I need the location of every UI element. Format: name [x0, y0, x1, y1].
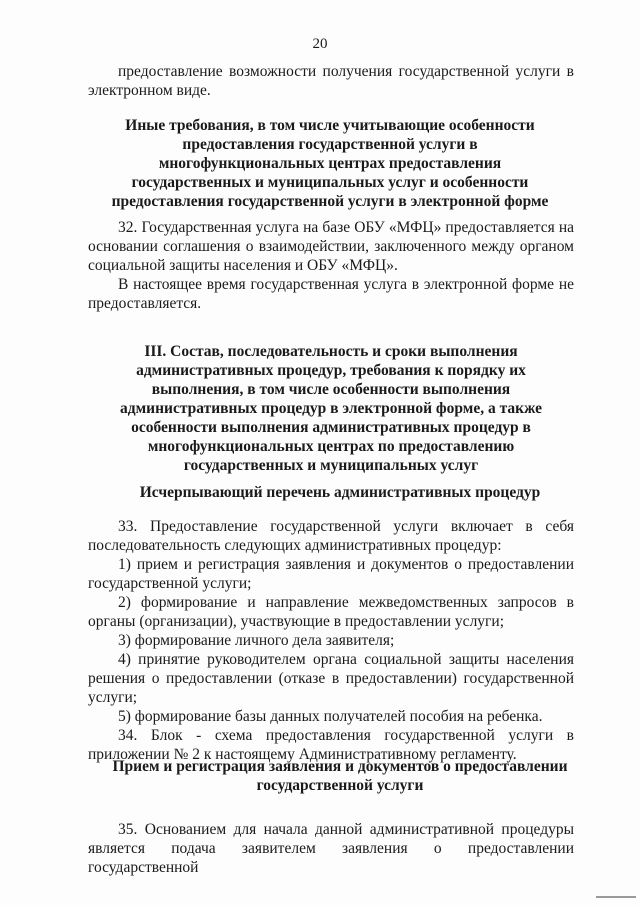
- paragraph-33-text: 33. Предоставление государственной услуги включает в себя последовательность следующих административных процедур:: [88, 518, 574, 554]
- heading-other-requirements: Иные требования, в том числе учитывающие особенности предоставления государственной услуги в многофункциональных центрах предоставления государственных и муниципальных услуг и особенности предоставления государственной услуги в электронной форме: [111, 117, 549, 210]
- procedure-item: 5) формирование базы данных получателей пособия на ребенка.: [118, 708, 543, 725]
- scan-edge-mark: [596, 896, 636, 898]
- procedure-item: 2) формирование и направление межведомственных запросов в органы (организации), участвующие в предоставлении услуги;: [88, 594, 574, 630]
- intro-text: предоставление возможности получения государственной услуги в электронном виде.: [88, 63, 574, 99]
- procedure-item: 3) формирование личного дела заявителя;: [118, 632, 395, 649]
- paragraph-electronic-text: В настоящее время государственная услуга в электронной форме не предоставляется.: [88, 276, 574, 312]
- paragraph-35: [88, 820, 574, 877]
- page-number: 20: [312, 36, 328, 52]
- paragraph-35-text: 35. Основанием для начала данной административной процедуры является подача заявителем заявления о предоставлении государственной: [88, 821, 574, 876]
- heading-reception: Прием и регистрация заявления и документов о предоставлении государственной услуги: [112, 758, 568, 794]
- procedure-item: 1) прием и регистрация заявления и документов о предоставлении государственной услуги;: [88, 556, 574, 592]
- heading-list-procedures: Исчерпывающий перечень административных процедур: [139, 484, 541, 501]
- paragraph-32: [88, 218, 574, 313]
- paragraph-34-text: 34. Блок - схема предоставления государственной услуги в приложении № 2 к настоящему Административному регламенту.: [88, 727, 574, 763]
- section-3-heading: III. Состав, последовательность и сроки выполнения административных процедур, требования к порядку их выполнения, в том числе особенности выполнения административных процедур в электронной форме, а также особенности выполнения административных процедур в многофункциональных центрах по предоставлению государственных и муниципальных услуг: [120, 343, 542, 474]
- paragraph-33: [88, 517, 574, 764]
- procedure-item: 4) принятие руководителем органа социальной защиты населения решения о предоставлении (отказе в предоставлении) государственной услуги;: [88, 651, 574, 706]
- intro-paragraph: [88, 62, 574, 100]
- paragraph-32-text: 32. Государственная услуга на базе ОБУ «МФЦ» предоставляется на основании соглашения о взаимодействии, заключенного между органом социальной защиты населения и ОБУ «МФЦ».: [88, 219, 574, 274]
